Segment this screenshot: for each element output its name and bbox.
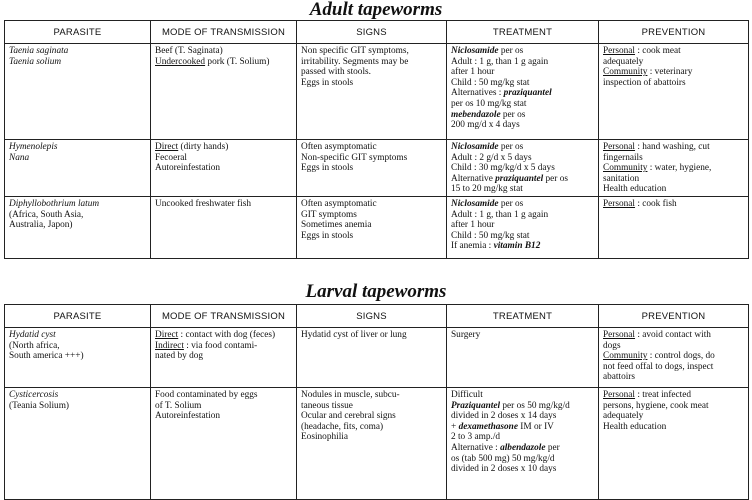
larval-tapeworms-table bbox=[4, 304, 749, 500]
table-row bbox=[5, 140, 749, 197]
transmission-line: nated by dog bbox=[155, 351, 204, 362]
treatment-line: Adult : 1 g, than 1 g again bbox=[451, 209, 549, 220]
prevention-cell bbox=[599, 328, 749, 388]
signs-line: Ocular and cerebral signs bbox=[301, 411, 396, 422]
prevention-line: Personal : cook fish bbox=[603, 198, 677, 209]
parasite-line: Hymenolepis bbox=[9, 142, 58, 152]
header-prevention: PREVENTION bbox=[599, 305, 749, 328]
table-row bbox=[5, 328, 749, 388]
transmission-line: Food contaminated by eggs bbox=[155, 390, 258, 400]
treatment-line: Surgery bbox=[451, 330, 481, 340]
parasite-line: Hydatid cyst bbox=[9, 330, 56, 340]
prevention-line: Community : control dogs, do bbox=[603, 351, 715, 362]
prevention-line: adequately bbox=[603, 411, 644, 422]
parasite-line: (North africa, bbox=[9, 340, 60, 351]
parasite-cell bbox=[5, 388, 151, 500]
parasite-cell bbox=[5, 44, 151, 140]
adult-section-title: Adult tapeworms bbox=[309, 0, 443, 20]
signs-line: Hydatid cyst of liver or lung bbox=[301, 330, 407, 340]
treatment-line: Niclosamide per os bbox=[451, 198, 524, 209]
signs-line: Non specific GIT symptoms, bbox=[301, 46, 409, 56]
prevention-line: dogs bbox=[603, 340, 621, 351]
prevention-line: Community : veterinary bbox=[603, 67, 693, 78]
treatment-line: per os 10 mg/kg stat bbox=[451, 98, 527, 109]
transmission-cell bbox=[151, 44, 297, 140]
table-row bbox=[5, 196, 749, 258]
treatment-line: Difficult bbox=[451, 390, 483, 400]
treatment-line: Child : 30 mg/kg/d x 5 days bbox=[451, 163, 555, 174]
signs-line: Non-specific GIT symptoms bbox=[301, 152, 408, 163]
treatment-cell bbox=[447, 328, 599, 388]
prevention-line: abattoirs bbox=[603, 372, 636, 383]
treatment-line: Alternatives : praziquantel bbox=[451, 88, 552, 99]
transmission-line: Autoreinfestation bbox=[155, 411, 221, 422]
signs-line: Sometimes anemia bbox=[301, 220, 372, 231]
parasite-cell bbox=[5, 196, 151, 258]
prevention-line: persons, hygiene, cook meat bbox=[603, 400, 709, 411]
signs-cell bbox=[297, 140, 447, 197]
transmission-line: Uncooked freshwater fish bbox=[155, 198, 252, 209]
prevention-cell bbox=[599, 44, 749, 140]
parasite-line: Diphyllobothrium latum bbox=[9, 198, 100, 209]
header-signs: SIGNS bbox=[297, 305, 447, 328]
treatment-line: 15 to 20 mg/kg stat bbox=[451, 184, 523, 195]
parasite-line: (Africa, South Asia, bbox=[9, 209, 84, 220]
prevention-line: fingernails bbox=[603, 152, 643, 163]
signs-cell bbox=[297, 388, 447, 500]
transmission-cell bbox=[151, 140, 297, 197]
parasite-line: Taenia solium bbox=[9, 56, 62, 67]
treatment-line: Adult : 2 g/d x 5 days bbox=[451, 152, 532, 163]
signs-cell bbox=[297, 328, 447, 388]
signs-line: Nodules in muscle, subcu- bbox=[301, 390, 400, 400]
treatment-line: Niclosamide per os bbox=[451, 46, 524, 56]
treatment-line: 200 mg/d x 4 days bbox=[451, 120, 520, 131]
treatment-cell bbox=[447, 196, 599, 258]
transmission-line: Autoreinfestation bbox=[155, 163, 221, 174]
header-row bbox=[5, 305, 749, 328]
signs-line: Eggs in stools bbox=[301, 163, 354, 174]
header-signs: SIGNS bbox=[297, 21, 447, 44]
signs-cell bbox=[297, 196, 447, 258]
treatment-line: Alternative praziquantel per os bbox=[451, 173, 568, 184]
prevention-line: Health education bbox=[603, 184, 667, 195]
larval-section-title: Larval tapeworms bbox=[305, 281, 447, 302]
treatment-line: If anemia : vitamin B12 bbox=[451, 241, 541, 252]
treatment-line: Niclosamide per os bbox=[451, 142, 524, 152]
treatment-line: divided in 2 doses x 14 days bbox=[451, 411, 557, 422]
treatment-cell bbox=[447, 140, 599, 197]
treatment-line: os (tab 500 mg) 50 mg/kg/d bbox=[451, 453, 555, 464]
transmission-cell bbox=[151, 328, 297, 388]
header-row bbox=[5, 21, 749, 44]
adult-tapeworms-table bbox=[4, 20, 749, 259]
transmission-line: Direct (dirty hands) bbox=[155, 142, 229, 152]
prevention-line: inspection of abattoirs bbox=[603, 77, 686, 88]
prevention-line: adequately bbox=[603, 56, 644, 67]
prevention-line: Health education bbox=[603, 421, 667, 432]
signs-line: Often asymptomatic bbox=[301, 198, 377, 209]
treatment-line: Alternative : albendazole per bbox=[451, 442, 560, 453]
prevention-line: not feed offal to dogs, inspect bbox=[603, 361, 714, 372]
treatment-line: after 1 hour bbox=[451, 67, 495, 78]
signs-line: GIT symptoms bbox=[301, 209, 357, 220]
prevention-line: Personal : hand washing, cut bbox=[603, 142, 710, 152]
signs-line: Eosinophilia bbox=[301, 432, 348, 443]
transmission-cell bbox=[151, 388, 297, 500]
parasite-cell bbox=[5, 328, 151, 388]
signs-line: passed with stools. bbox=[301, 67, 371, 78]
treatment-line: Praziquantel per os 50 mg/kg/d bbox=[451, 400, 570, 411]
signs-cell bbox=[297, 44, 447, 140]
signs-line: Eggs in stools bbox=[301, 230, 354, 241]
treatment-line: Child : 50 mg/kg stat bbox=[451, 230, 530, 241]
header-transmission: MODE OF TRANSMISSION bbox=[151, 21, 297, 44]
prevention-line: Personal : cook meat bbox=[603, 46, 681, 56]
transmission-line: Undercooked pork (T. Solium) bbox=[155, 56, 270, 67]
treatment-cell bbox=[447, 44, 599, 140]
header-parasite: PARASITE bbox=[5, 305, 151, 328]
signs-line: irritability. Segments may be bbox=[301, 56, 409, 67]
parasite-line: (Teania Solium) bbox=[9, 400, 70, 411]
signs-line: (headache, fits, coma) bbox=[301, 421, 384, 432]
transmission-line: Indirect : via food contami- bbox=[155, 340, 258, 351]
header-prevention: PREVENTION bbox=[599, 21, 749, 44]
prevention-cell bbox=[599, 140, 749, 197]
signs-line: Often asymptomatic bbox=[301, 142, 377, 152]
transmission-cell bbox=[151, 196, 297, 258]
prevention-line: Personal : treat infected bbox=[603, 390, 692, 400]
parasite-line: Taenia saginata bbox=[9, 46, 69, 56]
transmission-line: Fecoeral bbox=[155, 152, 188, 163]
header-transmission: MODE OF TRANSMISSION bbox=[151, 305, 297, 328]
prevention-line: sanitation bbox=[603, 173, 640, 184]
header-parasite: PARASITE bbox=[5, 21, 151, 44]
header-treatment: TREATMENT bbox=[447, 305, 599, 328]
prevention-cell bbox=[599, 196, 749, 258]
parasite-cell bbox=[5, 140, 151, 197]
parasite-line: Nana bbox=[9, 152, 30, 163]
treatment-line: divided in 2 doses x 10 days bbox=[451, 464, 557, 475]
parasite-line: Australia, Japon) bbox=[9, 220, 73, 231]
table-row bbox=[5, 44, 749, 140]
transmission-line: Direct : contact with dog (feces) bbox=[155, 330, 276, 340]
treatment-line: Child : 50 mg/kg stat bbox=[451, 77, 530, 88]
treatment-line: + dexamethasone IM or IV bbox=[451, 421, 554, 432]
table-row bbox=[5, 388, 749, 500]
treatment-line: mebendazole per os bbox=[451, 109, 526, 120]
prevention-line: Personal : avoid contact with bbox=[603, 330, 711, 340]
treatment-line: 2 to 3 amp./d bbox=[451, 432, 501, 443]
header-treatment: TREATMENT bbox=[447, 21, 599, 44]
prevention-line: Community : water, hygiene, bbox=[603, 163, 712, 174]
treatment-cell bbox=[447, 388, 599, 500]
transmission-line: Beef (T. Saginata) bbox=[155, 46, 223, 56]
parasite-line: Cysticercosis bbox=[9, 390, 59, 400]
signs-line: Eggs in stools bbox=[301, 77, 354, 88]
transmission-line: of T. Solium bbox=[155, 400, 202, 411]
parasite-line: South america +++) bbox=[9, 351, 84, 362]
treatment-line: Adult : 1 g, than 1 g again bbox=[451, 56, 549, 67]
prevention-cell bbox=[599, 388, 749, 500]
treatment-line: after 1 hour bbox=[451, 220, 495, 231]
signs-line: taneous tissue bbox=[301, 400, 353, 411]
